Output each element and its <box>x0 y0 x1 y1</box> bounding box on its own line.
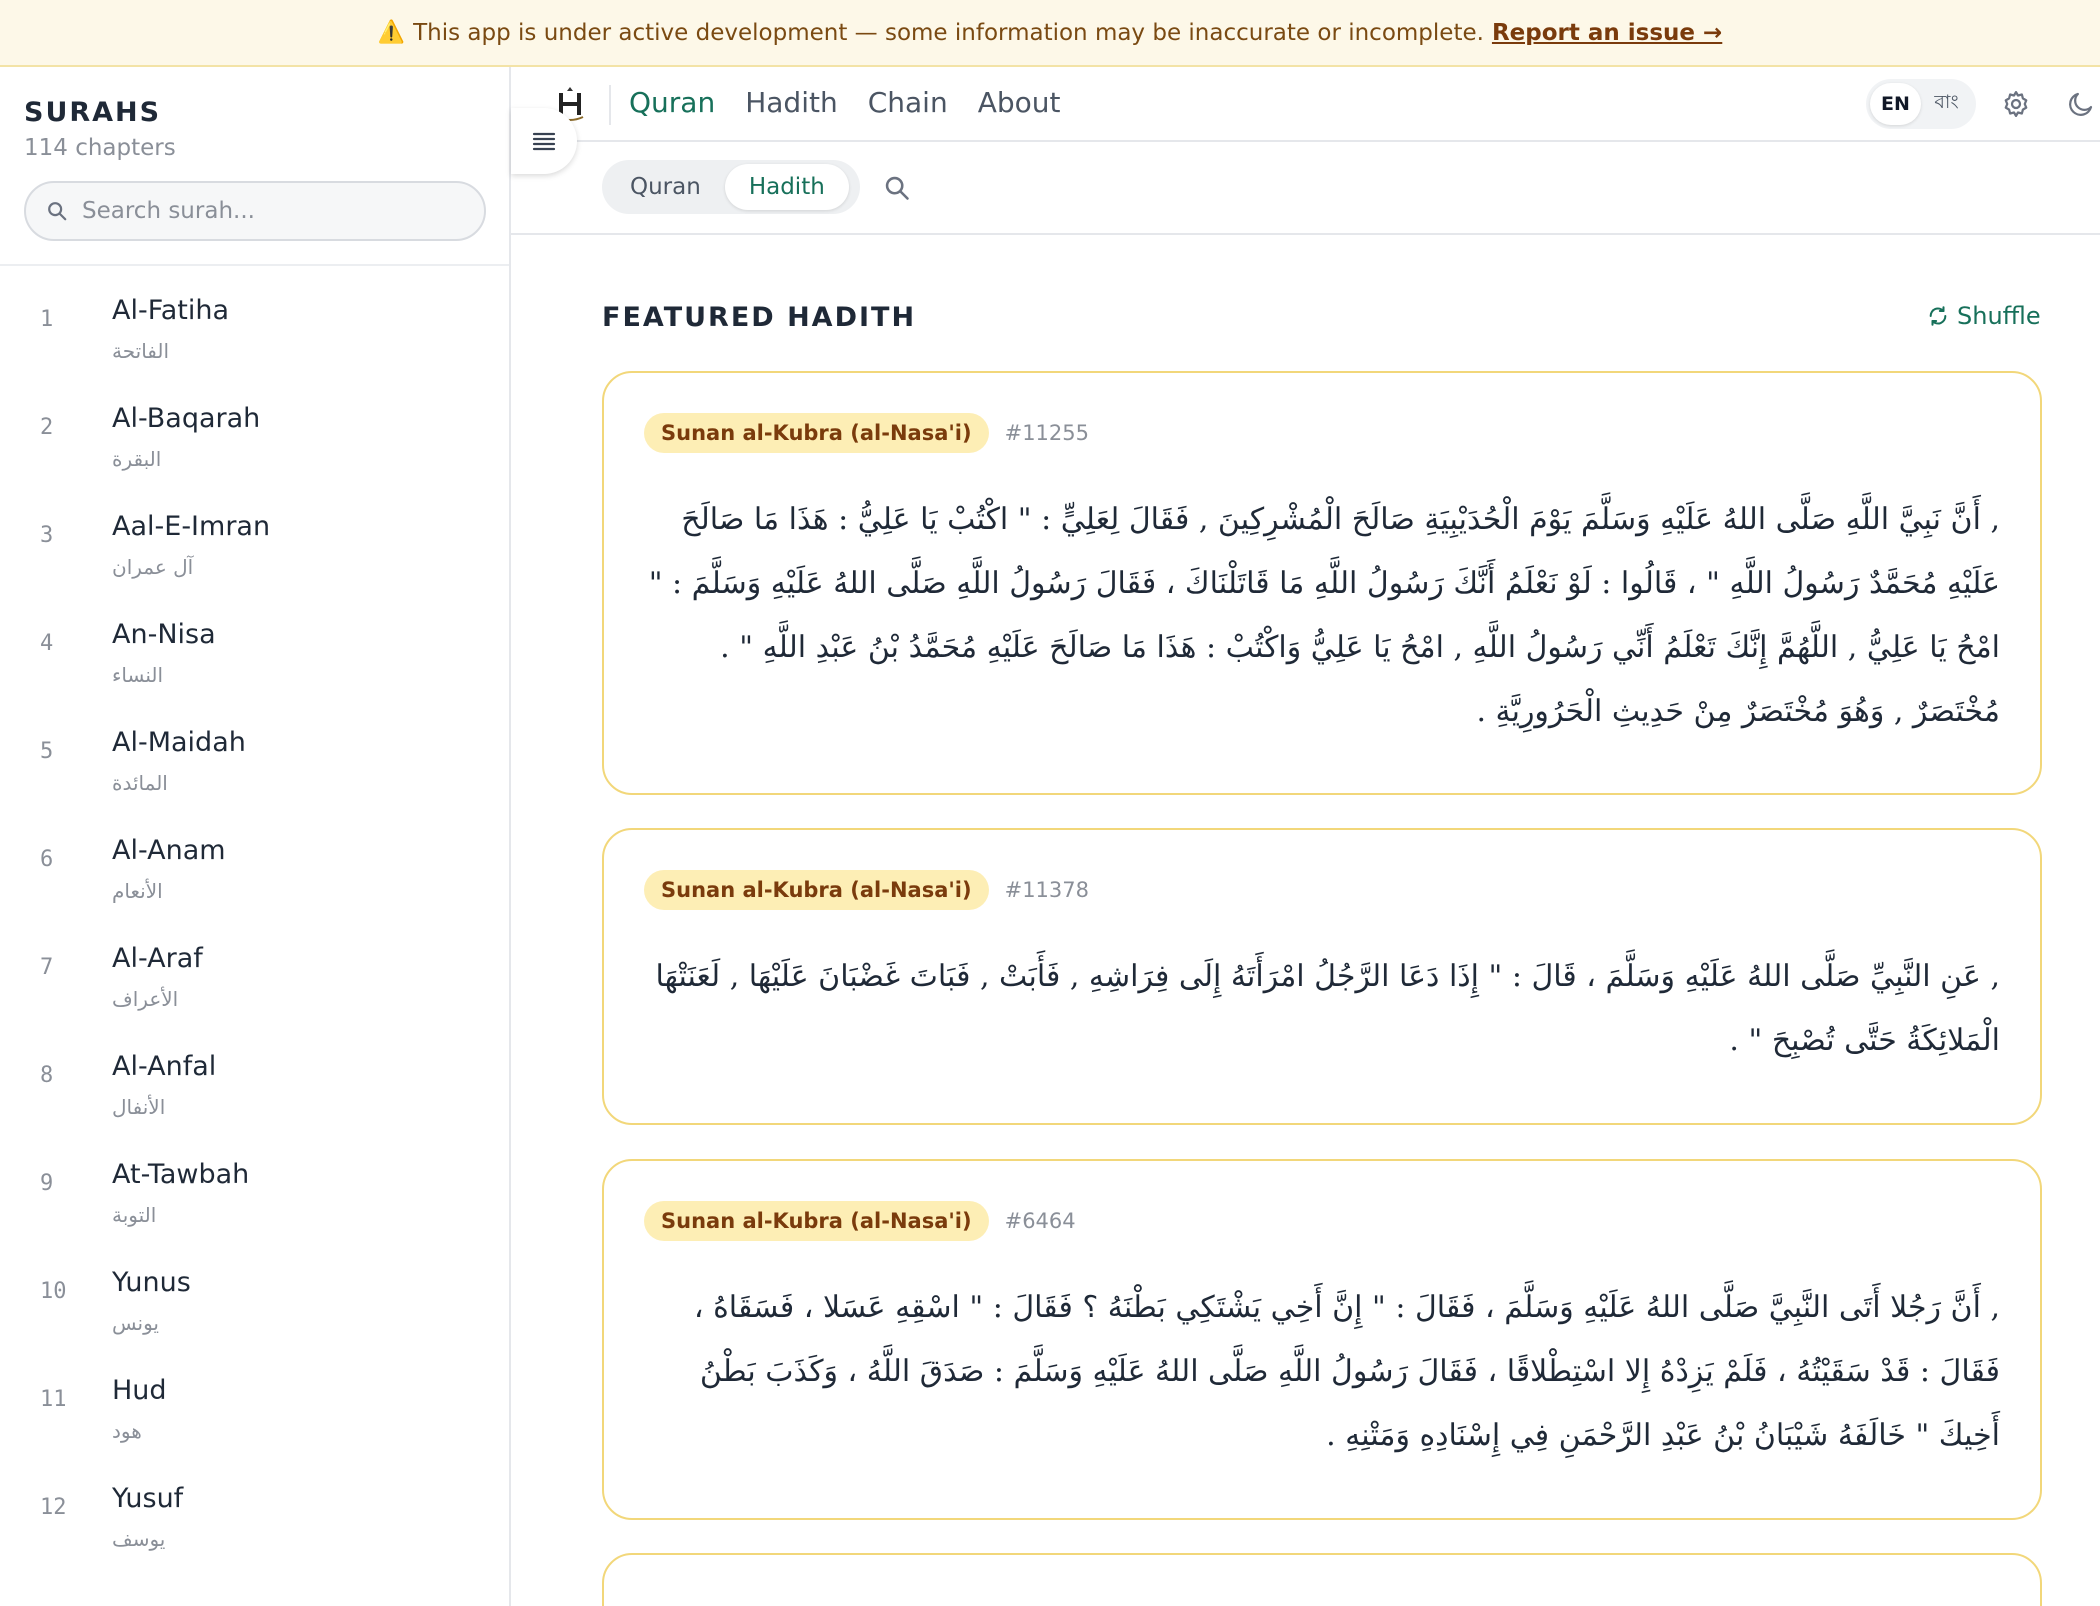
surah-item[interactable] <box>0 591 511 699</box>
content-subtabs <box>511 142 2100 235</box>
nav-quran[interactable]: Quran <box>629 86 716 119</box>
featured-heading: FEATURED HADITH <box>602 302 917 333</box>
surah-number: 1 <box>40 307 54 332</box>
language-toggle <box>1866 79 1976 129</box>
surah-arabic-name: البقرة <box>112 447 162 471</box>
surah-item[interactable] <box>0 1455 511 1563</box>
surah-name: Al-Fatiha <box>112 295 230 326</box>
refresh-icon <box>1927 305 1949 327</box>
hadith-text: , أَنَّ نَبِيَّ اللَّهِ صَلَّى اللهُ عَلَيْهِ وَسَلَّمَ يَوْمَ الْحُدَيْبِيَةِ صَالَحَ الْمُشْرِكِينَ , فَقَالَ لِعَلِيٍّ : " اكْتُبْ يَا عَلِيُّ : هَذَا مَا صَالَحَ عَلَيْهِ مُحَمَّدٌ رَسُولُ اللَّهِ " ، قَالُوا : لَوْ نَعْلَمُ أَنَّكَ رَسُولُ اللَّهِ مَا قَاتَلْنَاكَ ، فَقَالَ رَسُولُ اللَّهِ صَلَّى اللهُ عَلَيْهِ وَسَلَّمَ : " امْحُ يَا عَلِيُّ , اللَّهُمَّ إِنَّكَ تَعْلَمُ أَنِّي رَسُولُ اللَّهِ , امْحُ يَا عَلِيُّ وَاكْتُبْ : هَذَا مَا صَالَحَ عَلَيْهِ مُحَمَّدُ بْنُ عَبْدِ اللَّهِ " . مُخْتَصَرٌ , وَهُوَ مُخْتَصَرٌ مِنْ حَدِيثِ الْحَرُورِيَّةِ . <box>648 502 2000 729</box>
hadith-ref: #6464 <box>1004 1209 1076 1233</box>
surah-item[interactable] <box>0 807 511 915</box>
hadith-text: , أَنَّ رَجُلا أَتَى النَّبِيَّ صَلَّى اللهُ عَلَيْهِ وَسَلَّمَ ، فَقَالَ : " إِنَّ أَخِي يَشْتَكِي بَطْنَهُ ؟ فَقَالَ : " اسْقِهِ عَسَلا ، فَسَقَاهُ ، فَقَالَ : قَدْ سَقَيْتُهُ ، فَلَمْ يَزِدْهُ إِلا اسْتِطْلاقًا ، فَقَالَ رَسُولُ اللَّهِ صَلَّى اللهُ عَلَيْهِ وَسَلَّمَ : صَدَقَ اللَّهُ ، وَكَذَبَ بَطْنُ أَخِيكَ " خَالَفَهُ شَيْبَانُ بْنُ عَبْدِ الرَّحْمَنِ فِي إِسْنَادِهِ وَمَتْنِهِ . <box>693 1290 2000 1453</box>
surah-number: 2 <box>40 415 54 440</box>
hadith-ref: #11378 <box>1004 878 1089 902</box>
surah-item[interactable] <box>0 1023 511 1131</box>
hadith-card[interactable] <box>602 828 2042 1125</box>
surah-number: 5 <box>40 739 54 764</box>
hadith-text: , عَنِ النَّبِيِّ صَلَّى اللهُ عَلَيْهِ وَسَلَّمَ ، قَالَ : " إِذَا دَعَا الرَّجُلُ امْرَأَتَهُ إِلَى فِرَاشِهِ , فَأَبَتْ , فَبَاتَ غَضْبَانَ عَلَيْهَا , لَعَنَتْهَا الْمَلائِكَةُ حَتَّى تُصْبِحَ " . <box>655 959 2000 1058</box>
surah-name: At-Tawbah <box>112 1159 250 1190</box>
surah-name: An-Nisa <box>112 619 216 650</box>
source-badge: Sunan al-Kubra (al-Nasa'i) <box>644 413 989 453</box>
source-badge: Sunan al-Kubra (al-Nasa'i) <box>644 870 989 910</box>
lang-en-button[interactable]: EN <box>1870 83 1921 125</box>
main-nav <box>629 86 1060 119</box>
surah-name: Yusuf <box>112 1483 184 1514</box>
surah-number: 4 <box>40 631 54 656</box>
surah-name: Al-Baqarah <box>112 403 261 434</box>
moon-icon[interactable] <box>2066 89 2096 119</box>
surah-item[interactable] <box>0 1131 511 1239</box>
surah-arabic-name: آل عمران <box>112 555 194 579</box>
sidebar-title: SURAHS <box>24 97 162 128</box>
surah-item[interactable] <box>0 483 511 591</box>
surah-arabic-name: يوسف <box>112 1527 166 1551</box>
report-issue-link[interactable]: Report an issue → <box>1491 19 1723 46</box>
surah-item[interactable] <box>0 267 511 375</box>
surah-number: 3 <box>40 523 54 548</box>
sidebar-subtitle: 114 chapters <box>24 135 176 161</box>
surah-search-box[interactable] <box>24 181 486 241</box>
surah-number: 10 <box>40 1279 67 1304</box>
dev-banner <box>0 0 2100 67</box>
surah-arabic-name: يونس <box>112 1311 159 1335</box>
top-nav <box>511 67 2100 142</box>
surah-arabic-name: النساء <box>112 663 164 687</box>
surah-name: Aal-E-Imran <box>112 511 271 542</box>
surah-search-input[interactable] <box>82 198 462 224</box>
nav-hadith[interactable]: Hadith <box>745 86 838 119</box>
surah-name: Al-Araf <box>112 943 203 974</box>
hadith-card[interactable] <box>602 1553 2042 1606</box>
surah-arabic-name: الأنفال <box>112 1095 166 1119</box>
surah-item[interactable] <box>0 1347 511 1455</box>
surah-name: Yunus <box>112 1267 191 1298</box>
hadith-card[interactable] <box>602 371 2042 795</box>
shuffle-button[interactable] <box>1927 302 2041 330</box>
surah-number: 7 <box>40 955 54 980</box>
surah-name: Al-Anam <box>112 835 226 866</box>
hadith-meta <box>644 413 1089 453</box>
surah-number: 12 <box>40 1495 67 1520</box>
surah-item[interactable] <box>0 1239 511 1347</box>
search-icon <box>46 200 68 222</box>
sidebar-divider <box>0 264 511 266</box>
surah-item[interactable] <box>0 375 511 483</box>
surah-arabic-name: الأنعام <box>112 879 163 903</box>
subtab-hadith[interactable]: Hadith <box>725 164 849 210</box>
search-icon[interactable] <box>883 174 911 202</box>
surah-number: 6 <box>40 847 54 872</box>
surah-arabic-name: هود <box>112 1419 142 1443</box>
nav-about[interactable]: About <box>977 86 1061 119</box>
surah-item[interactable] <box>0 699 511 807</box>
surah-sidebar <box>0 67 511 1606</box>
nav-separator <box>609 85 611 125</box>
nav-chain[interactable]: Chain <box>867 86 948 119</box>
sidebar-toggle-button[interactable] <box>511 108 577 174</box>
hadith-card[interactable] <box>602 1159 2042 1520</box>
surah-arabic-name: التوبة <box>112 1203 157 1227</box>
surah-list <box>0 267 511 1563</box>
surah-arabic-name: المائدة <box>112 771 168 795</box>
hadith-meta <box>644 870 1089 910</box>
source-badge: Sunan al-Kubra (al-Nasa'i) <box>644 1201 989 1241</box>
content-type-toggle <box>602 160 860 214</box>
shuffle-label: Shuffle <box>1957 302 2041 330</box>
subtab-quran[interactable]: Quran <box>630 174 701 200</box>
menu-icon <box>532 130 556 152</box>
surah-number: 8 <box>40 1063 54 1088</box>
surah-arabic-name: الأعراف <box>112 987 179 1011</box>
surah-number: 11 <box>40 1387 67 1412</box>
surah-item[interactable] <box>0 915 511 1023</box>
surah-name: Al-Maidah <box>112 727 246 758</box>
surah-number: 9 <box>40 1171 54 1196</box>
hadith-meta <box>644 1201 1076 1241</box>
banner-message: This app is under active development — some information may be inaccurate or incomplete. <box>413 19 1484 46</box>
surah-arabic-name: الفاتحة <box>112 339 170 363</box>
surah-name: Al-Anfal <box>112 1051 217 1082</box>
hadith-ref: #11255 <box>1004 421 1089 445</box>
surah-name: Hud <box>112 1375 167 1406</box>
warning-icon: ⚠️ <box>377 20 406 45</box>
gear-icon[interactable] <box>2001 89 2031 119</box>
lang-bn-button[interactable]: বাং <box>1934 91 1959 113</box>
